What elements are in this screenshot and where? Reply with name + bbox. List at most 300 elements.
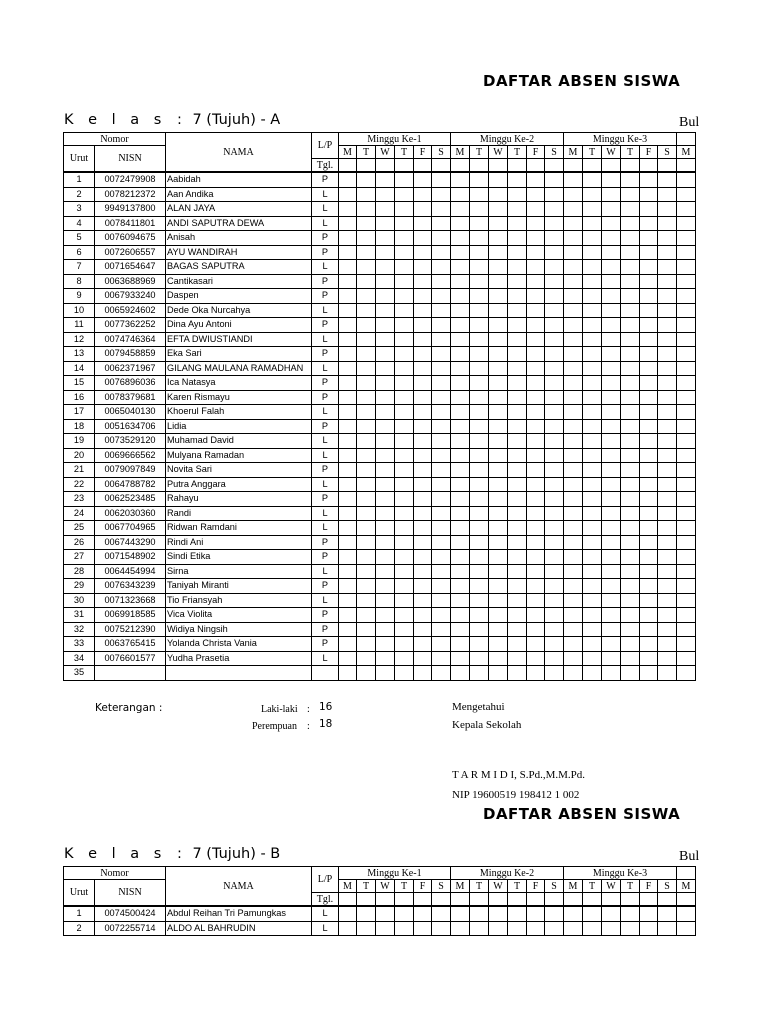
attendance-cell[interactable]	[658, 361, 677, 376]
attendance-cell[interactable]	[677, 492, 696, 507]
attendance-cell[interactable]	[621, 289, 640, 304]
attendance-cell[interactable]	[658, 376, 677, 391]
attendance-cell[interactable]	[432, 666, 451, 681]
attendance-cell[interactable]	[395, 376, 414, 391]
attendance-cell[interactable]	[339, 521, 357, 536]
attendance-cell[interactable]	[545, 274, 564, 289]
attendance-cell[interactable]	[376, 921, 395, 936]
attendance-cell[interactable]	[339, 390, 357, 405]
attendance-cell[interactable]	[470, 550, 489, 565]
attendance-cell[interactable]	[414, 463, 432, 478]
attendance-cell[interactable]	[489, 434, 508, 449]
attendance-cell[interactable]	[583, 666, 602, 681]
attendance-cell[interactable]	[583, 216, 602, 231]
attendance-cell[interactable]	[451, 564, 470, 579]
attendance-cell[interactable]	[602, 535, 621, 550]
attendance-cell[interactable]	[470, 202, 489, 217]
attendance-cell[interactable]	[545, 521, 564, 536]
attendance-cell[interactable]	[432, 202, 451, 217]
attendance-cell[interactable]	[395, 202, 414, 217]
attendance-cell[interactable]	[640, 492, 658, 507]
attendance-cell[interactable]	[545, 260, 564, 275]
attendance-cell[interactable]	[489, 448, 508, 463]
attendance-cell[interactable]	[414, 550, 432, 565]
attendance-cell[interactable]	[339, 216, 357, 231]
attendance-cell[interactable]	[527, 448, 545, 463]
attendance-cell[interactable]	[508, 637, 527, 652]
attendance-cell[interactable]	[583, 361, 602, 376]
attendance-cell[interactable]	[451, 608, 470, 623]
attendance-cell[interactable]	[545, 550, 564, 565]
attendance-cell[interactable]	[339, 260, 357, 275]
attendance-cell[interactable]	[564, 434, 583, 449]
attendance-cell[interactable]	[527, 463, 545, 478]
attendance-cell[interactable]	[564, 318, 583, 333]
attendance-cell[interactable]	[527, 637, 545, 652]
attendance-cell[interactable]	[432, 579, 451, 594]
attendance-cell[interactable]	[376, 347, 395, 362]
attendance-cell[interactable]	[508, 231, 527, 246]
attendance-cell[interactable]	[602, 245, 621, 260]
attendance-cell[interactable]	[432, 906, 451, 921]
attendance-cell[interactable]	[527, 405, 545, 420]
attendance-cell[interactable]	[508, 492, 527, 507]
attendance-cell[interactable]	[564, 637, 583, 652]
attendance-cell[interactable]	[339, 434, 357, 449]
attendance-cell[interactable]	[508, 274, 527, 289]
attendance-cell[interactable]	[545, 245, 564, 260]
attendance-cell[interactable]	[489, 637, 508, 652]
attendance-cell[interactable]	[376, 303, 395, 318]
attendance-cell[interactable]	[583, 651, 602, 666]
attendance-cell[interactable]	[640, 245, 658, 260]
attendance-cell[interactable]	[658, 216, 677, 231]
attendance-cell[interactable]	[564, 535, 583, 550]
attendance-cell[interactable]	[677, 521, 696, 536]
attendance-cell[interactable]	[527, 492, 545, 507]
attendance-cell[interactable]	[489, 187, 508, 202]
attendance-cell[interactable]	[602, 666, 621, 681]
attendance-cell[interactable]	[621, 274, 640, 289]
attendance-cell[interactable]	[545, 448, 564, 463]
attendance-cell[interactable]	[470, 390, 489, 405]
attendance-cell[interactable]	[583, 187, 602, 202]
attendance-cell[interactable]	[357, 906, 376, 921]
attendance-cell[interactable]	[489, 405, 508, 420]
attendance-cell[interactable]	[414, 318, 432, 333]
attendance-cell[interactable]	[414, 332, 432, 347]
attendance-cell[interactable]	[508, 405, 527, 420]
attendance-cell[interactable]	[395, 564, 414, 579]
attendance-cell[interactable]	[395, 666, 414, 681]
attendance-cell[interactable]	[527, 289, 545, 304]
attendance-cell[interactable]	[376, 289, 395, 304]
attendance-cell[interactable]	[395, 906, 414, 921]
attendance-cell[interactable]	[564, 202, 583, 217]
attendance-cell[interactable]	[432, 448, 451, 463]
attendance-cell[interactable]	[527, 318, 545, 333]
attendance-cell[interactable]	[508, 921, 527, 936]
attendance-cell[interactable]	[357, 361, 376, 376]
attendance-cell[interactable]	[357, 434, 376, 449]
attendance-cell[interactable]	[602, 361, 621, 376]
attendance-cell[interactable]	[677, 260, 696, 275]
attendance-cell[interactable]	[414, 187, 432, 202]
attendance-cell[interactable]	[451, 666, 470, 681]
attendance-cell[interactable]	[489, 376, 508, 391]
attendance-cell[interactable]	[508, 376, 527, 391]
attendance-cell[interactable]	[395, 593, 414, 608]
attendance-cell[interactable]	[640, 506, 658, 521]
attendance-cell[interactable]	[677, 216, 696, 231]
attendance-cell[interactable]	[414, 535, 432, 550]
attendance-cell[interactable]	[489, 593, 508, 608]
attendance-cell[interactable]	[602, 187, 621, 202]
attendance-cell[interactable]	[658, 579, 677, 594]
attendance-cell[interactable]	[545, 318, 564, 333]
attendance-cell[interactable]	[376, 564, 395, 579]
attendance-cell[interactable]	[432, 274, 451, 289]
attendance-cell[interactable]	[470, 231, 489, 246]
attendance-cell[interactable]	[508, 622, 527, 637]
attendance-cell[interactable]	[339, 303, 357, 318]
attendance-cell[interactable]	[489, 564, 508, 579]
attendance-cell[interactable]	[470, 245, 489, 260]
attendance-cell[interactable]	[677, 593, 696, 608]
attendance-cell[interactable]	[395, 448, 414, 463]
attendance-cell[interactable]	[658, 564, 677, 579]
attendance-cell[interactable]	[395, 318, 414, 333]
attendance-cell[interactable]	[432, 434, 451, 449]
attendance-cell[interactable]	[640, 521, 658, 536]
attendance-cell[interactable]	[621, 405, 640, 420]
attendance-cell[interactable]	[508, 187, 527, 202]
attendance-cell[interactable]	[640, 289, 658, 304]
attendance-cell[interactable]	[489, 492, 508, 507]
attendance-cell[interactable]	[640, 390, 658, 405]
attendance-cell[interactable]	[339, 463, 357, 478]
attendance-cell[interactable]	[508, 666, 527, 681]
attendance-cell[interactable]	[621, 608, 640, 623]
attendance-cell[interactable]	[357, 506, 376, 521]
attendance-cell[interactable]	[451, 550, 470, 565]
attendance-cell[interactable]	[395, 405, 414, 420]
attendance-cell[interactable]	[564, 448, 583, 463]
attendance-cell[interactable]	[414, 448, 432, 463]
attendance-cell[interactable]	[339, 564, 357, 579]
attendance-cell[interactable]	[508, 651, 527, 666]
attendance-cell[interactable]	[621, 651, 640, 666]
attendance-cell[interactable]	[621, 921, 640, 936]
attendance-cell[interactable]	[432, 376, 451, 391]
attendance-cell[interactable]	[357, 216, 376, 231]
attendance-cell[interactable]	[339, 506, 357, 521]
attendance-cell[interactable]	[602, 202, 621, 217]
attendance-cell[interactable]	[357, 318, 376, 333]
attendance-cell[interactable]	[414, 651, 432, 666]
attendance-cell[interactable]	[508, 332, 527, 347]
attendance-cell[interactable]	[545, 463, 564, 478]
attendance-cell[interactable]	[395, 492, 414, 507]
attendance-cell[interactable]	[414, 521, 432, 536]
attendance-cell[interactable]	[339, 405, 357, 420]
attendance-cell[interactable]	[489, 332, 508, 347]
attendance-cell[interactable]	[640, 579, 658, 594]
attendance-cell[interactable]	[470, 463, 489, 478]
attendance-cell[interactable]	[395, 434, 414, 449]
attendance-cell[interactable]	[470, 347, 489, 362]
attendance-cell[interactable]	[621, 622, 640, 637]
attendance-cell[interactable]	[527, 332, 545, 347]
attendance-cell[interactable]	[357, 921, 376, 936]
attendance-cell[interactable]	[489, 506, 508, 521]
attendance-cell[interactable]	[432, 390, 451, 405]
attendance-cell[interactable]	[527, 608, 545, 623]
attendance-cell[interactable]	[658, 434, 677, 449]
attendance-cell[interactable]	[489, 608, 508, 623]
attendance-cell[interactable]	[376, 666, 395, 681]
attendance-cell[interactable]	[451, 245, 470, 260]
attendance-cell[interactable]	[357, 477, 376, 492]
attendance-cell[interactable]	[451, 637, 470, 652]
attendance-cell[interactable]	[527, 376, 545, 391]
attendance-cell[interactable]	[395, 637, 414, 652]
attendance-cell[interactable]	[414, 260, 432, 275]
attendance-cell[interactable]	[451, 535, 470, 550]
attendance-cell[interactable]	[621, 477, 640, 492]
attendance-cell[interactable]	[489, 622, 508, 637]
attendance-cell[interactable]	[395, 303, 414, 318]
attendance-cell[interactable]	[677, 405, 696, 420]
attendance-cell[interactable]	[527, 651, 545, 666]
attendance-cell[interactable]	[564, 564, 583, 579]
attendance-cell[interactable]	[564, 361, 583, 376]
attendance-cell[interactable]	[508, 521, 527, 536]
attendance-cell[interactable]	[602, 376, 621, 391]
attendance-cell[interactable]	[527, 506, 545, 521]
attendance-cell[interactable]	[357, 419, 376, 434]
attendance-cell[interactable]	[451, 405, 470, 420]
attendance-cell[interactable]	[395, 579, 414, 594]
attendance-cell[interactable]	[527, 347, 545, 362]
attendance-cell[interactable]	[583, 347, 602, 362]
attendance-cell[interactable]	[489, 651, 508, 666]
attendance-cell[interactable]	[489, 477, 508, 492]
attendance-cell[interactable]	[339, 448, 357, 463]
attendance-cell[interactable]	[583, 579, 602, 594]
attendance-cell[interactable]	[621, 216, 640, 231]
attendance-cell[interactable]	[432, 172, 451, 187]
attendance-cell[interactable]	[470, 622, 489, 637]
attendance-cell[interactable]	[545, 405, 564, 420]
attendance-cell[interactable]	[658, 477, 677, 492]
attendance-cell[interactable]	[376, 318, 395, 333]
attendance-cell[interactable]	[640, 906, 658, 921]
attendance-cell[interactable]	[432, 651, 451, 666]
attendance-cell[interactable]	[564, 332, 583, 347]
attendance-cell[interactable]	[376, 448, 395, 463]
attendance-cell[interactable]	[621, 906, 640, 921]
attendance-cell[interactable]	[508, 390, 527, 405]
attendance-cell[interactable]	[339, 593, 357, 608]
attendance-cell[interactable]	[414, 347, 432, 362]
attendance-cell[interactable]	[395, 390, 414, 405]
attendance-cell[interactable]	[640, 376, 658, 391]
attendance-cell[interactable]	[621, 332, 640, 347]
attendance-cell[interactable]	[621, 202, 640, 217]
attendance-cell[interactable]	[583, 390, 602, 405]
attendance-cell[interactable]	[357, 463, 376, 478]
attendance-cell[interactable]	[621, 303, 640, 318]
attendance-cell[interactable]	[658, 347, 677, 362]
attendance-cell[interactable]	[545, 651, 564, 666]
attendance-cell[interactable]	[527, 564, 545, 579]
attendance-cell[interactable]	[432, 216, 451, 231]
attendance-cell[interactable]	[376, 202, 395, 217]
attendance-cell[interactable]	[658, 506, 677, 521]
attendance-cell[interactable]	[583, 448, 602, 463]
attendance-cell[interactable]	[376, 622, 395, 637]
attendance-cell[interactable]	[451, 434, 470, 449]
attendance-cell[interactable]	[489, 390, 508, 405]
attendance-cell[interactable]	[658, 622, 677, 637]
attendance-cell[interactable]	[658, 593, 677, 608]
attendance-cell[interactable]	[583, 434, 602, 449]
attendance-cell[interactable]	[470, 172, 489, 187]
attendance-cell[interactable]	[395, 332, 414, 347]
attendance-cell[interactable]	[489, 202, 508, 217]
attendance-cell[interactable]	[432, 492, 451, 507]
attendance-cell[interactable]	[508, 260, 527, 275]
attendance-cell[interactable]	[602, 419, 621, 434]
attendance-cell[interactable]	[376, 260, 395, 275]
attendance-cell[interactable]	[451, 274, 470, 289]
attendance-cell[interactable]	[527, 921, 545, 936]
attendance-cell[interactable]	[583, 550, 602, 565]
attendance-cell[interactable]	[489, 361, 508, 376]
attendance-cell[interactable]	[602, 921, 621, 936]
attendance-cell[interactable]	[545, 434, 564, 449]
attendance-cell[interactable]	[414, 622, 432, 637]
attendance-cell[interactable]	[432, 564, 451, 579]
attendance-cell[interactable]	[658, 521, 677, 536]
attendance-cell[interactable]	[470, 332, 489, 347]
attendance-cell[interactable]	[583, 921, 602, 936]
attendance-cell[interactable]	[583, 172, 602, 187]
attendance-cell[interactable]	[583, 332, 602, 347]
attendance-cell[interactable]	[470, 666, 489, 681]
attendance-cell[interactable]	[508, 172, 527, 187]
attendance-cell[interactable]	[545, 622, 564, 637]
attendance-cell[interactable]	[677, 231, 696, 246]
attendance-cell[interactable]	[621, 593, 640, 608]
attendance-cell[interactable]	[602, 506, 621, 521]
attendance-cell[interactable]	[470, 564, 489, 579]
attendance-cell[interactable]	[621, 187, 640, 202]
attendance-cell[interactable]	[677, 274, 696, 289]
attendance-cell[interactable]	[432, 506, 451, 521]
attendance-cell[interactable]	[564, 477, 583, 492]
attendance-cell[interactable]	[545, 231, 564, 246]
attendance-cell[interactable]	[357, 172, 376, 187]
attendance-cell[interactable]	[508, 550, 527, 565]
attendance-cell[interactable]	[470, 361, 489, 376]
attendance-cell[interactable]	[527, 419, 545, 434]
attendance-cell[interactable]	[602, 318, 621, 333]
attendance-cell[interactable]	[527, 550, 545, 565]
attendance-cell[interactable]	[640, 608, 658, 623]
attendance-cell[interactable]	[470, 492, 489, 507]
attendance-cell[interactable]	[451, 477, 470, 492]
attendance-cell[interactable]	[357, 521, 376, 536]
attendance-cell[interactable]	[508, 245, 527, 260]
attendance-cell[interactable]	[677, 564, 696, 579]
attendance-cell[interactable]	[395, 535, 414, 550]
attendance-cell[interactable]	[376, 506, 395, 521]
attendance-cell[interactable]	[414, 637, 432, 652]
attendance-cell[interactable]	[527, 477, 545, 492]
attendance-cell[interactable]	[432, 245, 451, 260]
attendance-cell[interactable]	[640, 216, 658, 231]
attendance-cell[interactable]	[376, 405, 395, 420]
attendance-cell[interactable]	[414, 921, 432, 936]
attendance-cell[interactable]	[339, 477, 357, 492]
attendance-cell[interactable]	[376, 463, 395, 478]
attendance-cell[interactable]	[357, 202, 376, 217]
attendance-cell[interactable]	[527, 303, 545, 318]
attendance-cell[interactable]	[583, 274, 602, 289]
attendance-cell[interactable]	[357, 579, 376, 594]
attendance-cell[interactable]	[489, 521, 508, 536]
attendance-cell[interactable]	[677, 463, 696, 478]
attendance-cell[interactable]	[395, 463, 414, 478]
attendance-cell[interactable]	[432, 921, 451, 936]
attendance-cell[interactable]	[564, 303, 583, 318]
attendance-cell[interactable]	[339, 318, 357, 333]
attendance-cell[interactable]	[432, 347, 451, 362]
attendance-cell[interactable]	[677, 361, 696, 376]
attendance-cell[interactable]	[640, 550, 658, 565]
attendance-cell[interactable]	[470, 906, 489, 921]
attendance-cell[interactable]	[545, 172, 564, 187]
attendance-cell[interactable]	[583, 231, 602, 246]
attendance-cell[interactable]	[658, 651, 677, 666]
attendance-cell[interactable]	[376, 376, 395, 391]
attendance-cell[interactable]	[489, 535, 508, 550]
attendance-cell[interactable]	[414, 579, 432, 594]
attendance-cell[interactable]	[602, 216, 621, 231]
attendance-cell[interactable]	[508, 535, 527, 550]
attendance-cell[interactable]	[545, 289, 564, 304]
attendance-cell[interactable]	[508, 448, 527, 463]
attendance-cell[interactable]	[508, 564, 527, 579]
attendance-cell[interactable]	[564, 463, 583, 478]
attendance-cell[interactable]	[414, 492, 432, 507]
attendance-cell[interactable]	[583, 405, 602, 420]
attendance-cell[interactable]	[395, 231, 414, 246]
attendance-cell[interactable]	[583, 492, 602, 507]
attendance-cell[interactable]	[564, 921, 583, 936]
attendance-cell[interactable]	[414, 419, 432, 434]
attendance-cell[interactable]	[414, 477, 432, 492]
attendance-cell[interactable]	[432, 593, 451, 608]
attendance-cell[interactable]	[376, 521, 395, 536]
attendance-cell[interactable]	[395, 622, 414, 637]
attendance-cell[interactable]	[621, 666, 640, 681]
attendance-cell[interactable]	[376, 216, 395, 231]
attendance-cell[interactable]	[508, 419, 527, 434]
attendance-cell[interactable]	[640, 477, 658, 492]
